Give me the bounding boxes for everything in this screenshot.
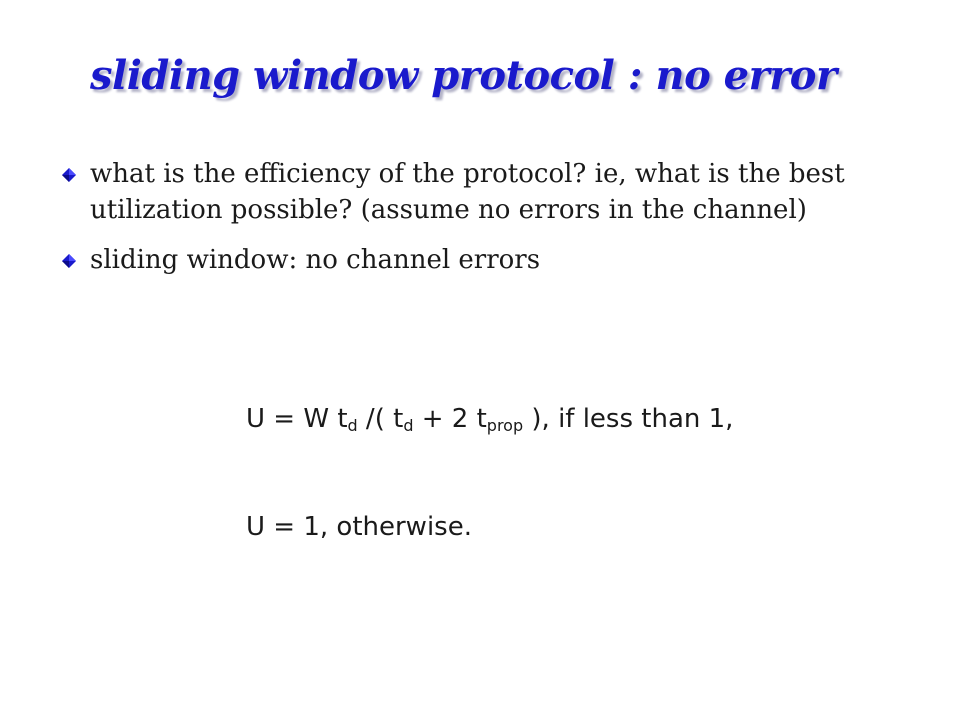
bullet-list: [62, 156, 922, 292]
bullet-text: what is the efficiency of the protocol? ie, what is the best utilization possible? (assume no errors in the channel): [90, 159, 845, 225]
bullet-item-efficiency: [62, 156, 922, 228]
diamond-bullet-icon: [62, 254, 76, 268]
formula-part: + 2 t: [413, 404, 487, 434]
formula-part: ), if less than 1,: [523, 404, 734, 434]
utilization-formula: [246, 404, 733, 434]
formula-subscript: d: [347, 416, 358, 435]
bullet-text: sliding window: no channel errors: [90, 245, 541, 275]
formula-subscript: d: [403, 416, 414, 435]
slide-title: sliding window protocol : no error: [90, 52, 837, 99]
diamond-bullet-icon: [62, 168, 76, 182]
formula-subscript: prop: [486, 416, 524, 435]
utilization-otherwise: U = 1, otherwise.: [246, 512, 472, 542]
formula-part: /( t: [357, 404, 404, 434]
formula-part: U = W t: [246, 404, 348, 434]
bullet-item-sliding-window: [62, 242, 922, 278]
